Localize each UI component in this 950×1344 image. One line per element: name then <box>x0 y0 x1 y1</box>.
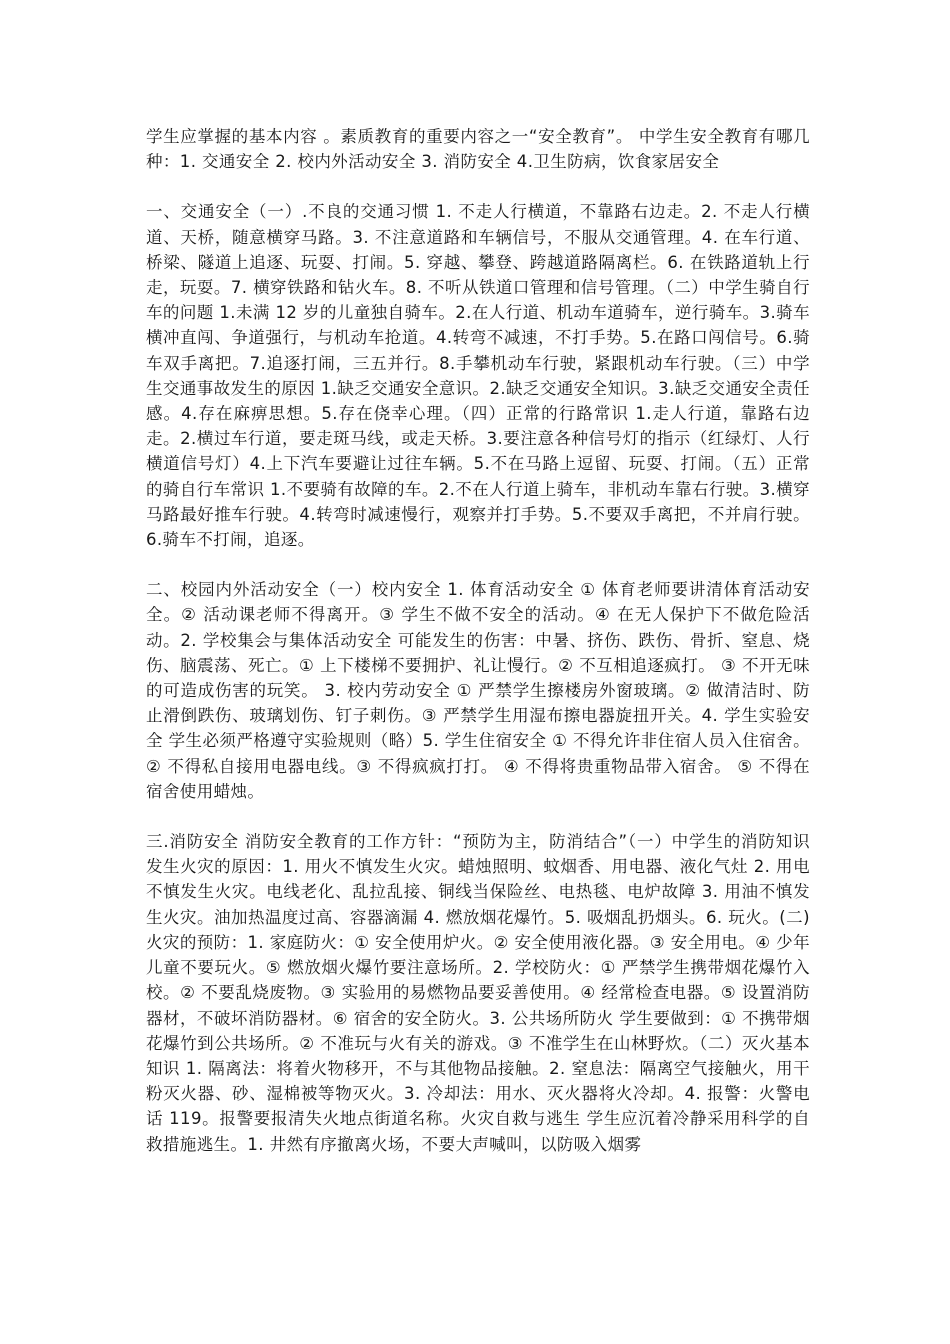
intro-paragraph: 学生应掌握的基本内容 。素质教育的重要内容之一“安全教育”。 中学生安全教育有哪几种：1. 交通安全 2. 校内外活动安全 3. 消防安全 4.卫生防病，饮食家居安全 <box>146 127 810 172</box>
fire-safety-paragraph: 三.消防安全 消防安全教育的工作方针：“预防为主，防消结合”（一）中学生的消防知识 发生火灾的原因：1. 用火不慎发生火灾。蜡烛照明、蚊烟香、用电器、液化气灶 2. 用电不慎发生火灾。电线老化、乱拉乱接、铜线当保险丝、电热毯、电炉故障 3. 用油不慎发生火灾。油加热温度过高、容器滴漏 4. 燃放烟花爆竹。5. 吸烟乱扔烟头。6. 玩火。(二)火灾的预防：1. 家庭防火：① 安全使用炉火。② 安全使用液化器。③ 安全用电。④ 少年儿童不要玩火。⑤ 燃放烟火爆竹要注意场所。2. 学校防火：① 严禁学生携带烟花爆竹入校。② 不要乱烧废物。③ 实验用的易燃物品要妥善使用。④ 经常检查电器。⑤ 设置消防器材，不破坏消防器材。⑥ 宿舍的安全防火。3. 公共场所防火 学生要做到：① 不携带烟花爆竹到公共场所。② 不准玩与火有关的游戏。③ 不准学生在山林野炊。（二）灭火基本知识 1. 隔离法：将着火物移开，不与其他物品接触。2. 窒息法：隔离空气接触火，用干粉灭火器、砂、湿棉被等物灭火。3. 冷却法：用水、灭火器将火冷却。4. 报警：火警电话 119。报警要报清失火地点街道名称。火灾自救与逃生 学生应沉着冷静采用科学的自救措施逃生。1. 井然有序撤离火场，不要大声喊叫，以防吸入烟雾 <box>146 832 810 1154</box>
campus-activity-safety-paragraph: 二、校园内外活动安全（一）校内安全 1. 体育活动安全 ① 体育老师要讲清体育活动安全。② 活动课老师不得离开。③ 学生不做不安全的活动。④ 在无人保护下不做危险活动。2. 学校集会与集体活动安全 可能发生的伤害：中暑、挤伤、跌伤、骨折、窒息、烧伤、脑震荡、死亡。① 上下楼梯不要拥护、礼让慢行。② 不互相追逐疯打。 ③ 不开无味的可造成伤害的玩笑。 3. 校内劳动安全 ① 严禁学生擦楼房外窗玻璃。② 做清洁时、防止滑倒跌伤、玻璃划伤、钉子刺伤。③ 严禁学生用湿布擦电器旋扭开关。4. 学生实验安全 学生必须严格遵守实验规则（略）5. 学生住宿安全 ① 不得允许非住宿人员入住宿舍。② 不得私自接用电器电线。③ 不得疯疯打打。 ④ 不得将贵重物品带入宿舍。 ⑤ 不得在宿舍使用蜡烛。 <box>146 580 810 801</box>
document-body <box>146 124 810 1182</box>
traffic-safety-paragraph: 一、交通安全（一）.不良的交通习惯 1. 不走人行横道，不靠路右边走。2. 不走人行横道、天桥，随意横穿马路。3. 不注意道路和车辆信号，不服从交通管理。4. 在车行道、桥梁、隧道上追逐、玩耍、打闹。5. 穿越、攀登、跨越道路隔离栏。6. 在铁路道轨上行走，玩耍。7. 横穿铁路和钻火车。8. 不听从铁道口管理和信号管理。（二）中学生骑自行车的问题 1.未满 12 岁的儿童独自骑车。2.在人行道、机动车道骑车，逆行骑车。3.骑车横冲直闯、争道强行，与机动车抢道。4.转弯不减速，不打手势。5.在路口闯信号。6.骑车双手离把。7.追逐打闹，三五并行。8.手攀机动车行驶，紧跟机动车行驶。（三）中学生交通事故发生的原因 1.缺乏交通安全意识。2.缺乏交通安全知识。3.缺乏交通安全责任感。4.存在麻痹思想。5.存在侥幸心理。（四）正常的行路常识 1.走人行道，靠路右边走。2.横过车行道，要走斑马线，或走天桥。3.要注意各种信号灯的指示（红绿灯、人行横道信号灯）4.上下汽车要避让过往车辆。5.不在马路上逗留、玩耍、打闹。（五）正常的骑自行车常识 1.不要骑有故障的车。2.不在人行道上骑车，非机动车靠右行驶。3.横穿马路最好推车行驶。4.转弯时减速慢行，观察并打手势。5.不要双手离把，不并肩行驶。 6.骑车不打闹，追逐。 <box>146 202 810 550</box>
